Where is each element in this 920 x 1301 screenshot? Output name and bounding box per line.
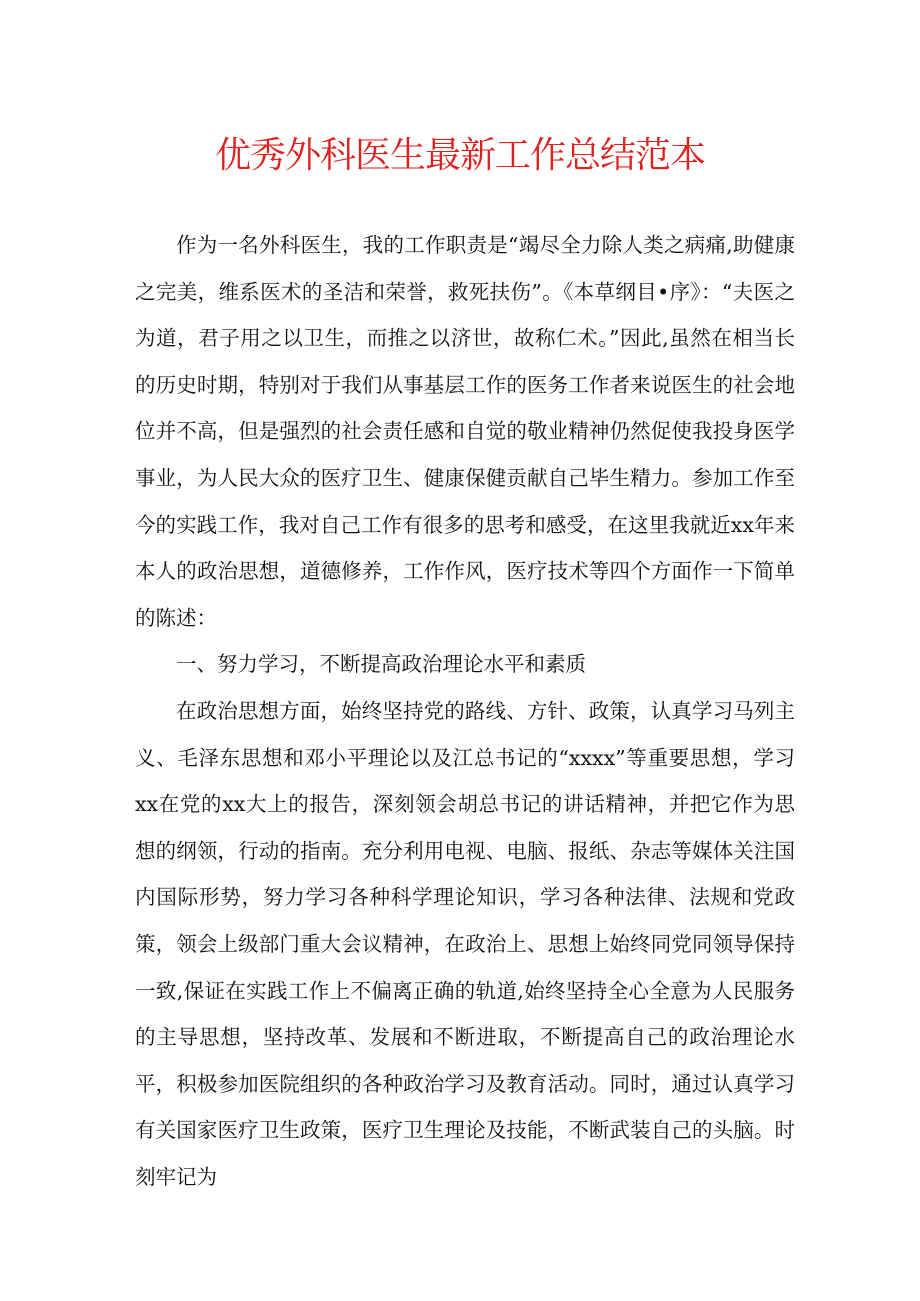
section-heading-1: 一、努力学习，不断提高政治理论水平和素质 <box>176 652 586 677</box>
document-title: 优秀外科医生最新工作总结范本 <box>214 135 705 176</box>
paragraph-political-thought: 在政治思想方面，始终坚持党的路线、方针、政策，认真学习马列主义、毛泽东思想和邓小平理论以及江总书记的“xxxx”等重要思想，学习xx在党的xx大上的报告，深刻领会胡总书记的讲话精神，并把它作为思想的纲领，行动的指南。充分利用电视、电脑、报纸、杂志等媒体关注国内国际形势，努力学习各种科学理论知识，学习各种法律、法规和党政策，领会上级部门重大会议精神，在政治上、思想上始终同党同领导保持一致,保证在实践工作上不偏离正确的轨道,始终坚持全心全意为人民服务的主导思想，坚持改革、发展和不断进取，不断提高自己的政治理论水平，积极参加医院组织的各种政治学习及教育活动。同时，通过认真学习有关国家医疗卫生政策，医疗卫生理论及技能，不断武装自己的头脑。时刻牢记为 <box>135 698 795 1189</box>
document-body <box>135 222 795 1200</box>
paragraph-intro: 作为一名外科医生，我的工作职责是“竭尽全力除人类之病痛,助健康之完美，维系医术的圣洁和荣誉，救死扶伤”。《本草纲目•序》：“夫医之为道，君子用之以卫生，而推之以济世，故称仁术。”因此,虽然在相当长的历史时期，特别对于我们从事基层工作的医务工作者来说医生的社会地位并不高，但是强烈的社会责任感和自觉的敬业精神仍然促使我投身医学事业，为人民大众的医疗卫生、健康保健贡献自己毕生精力。参加工作至今的实践工作，我对自己工作有很多的思考和感受，在这里我就近xx年来本人的政治思想，道德修养，工作作风，医疗技术等四个方面作一下简单的陈述： <box>135 233 795 630</box>
